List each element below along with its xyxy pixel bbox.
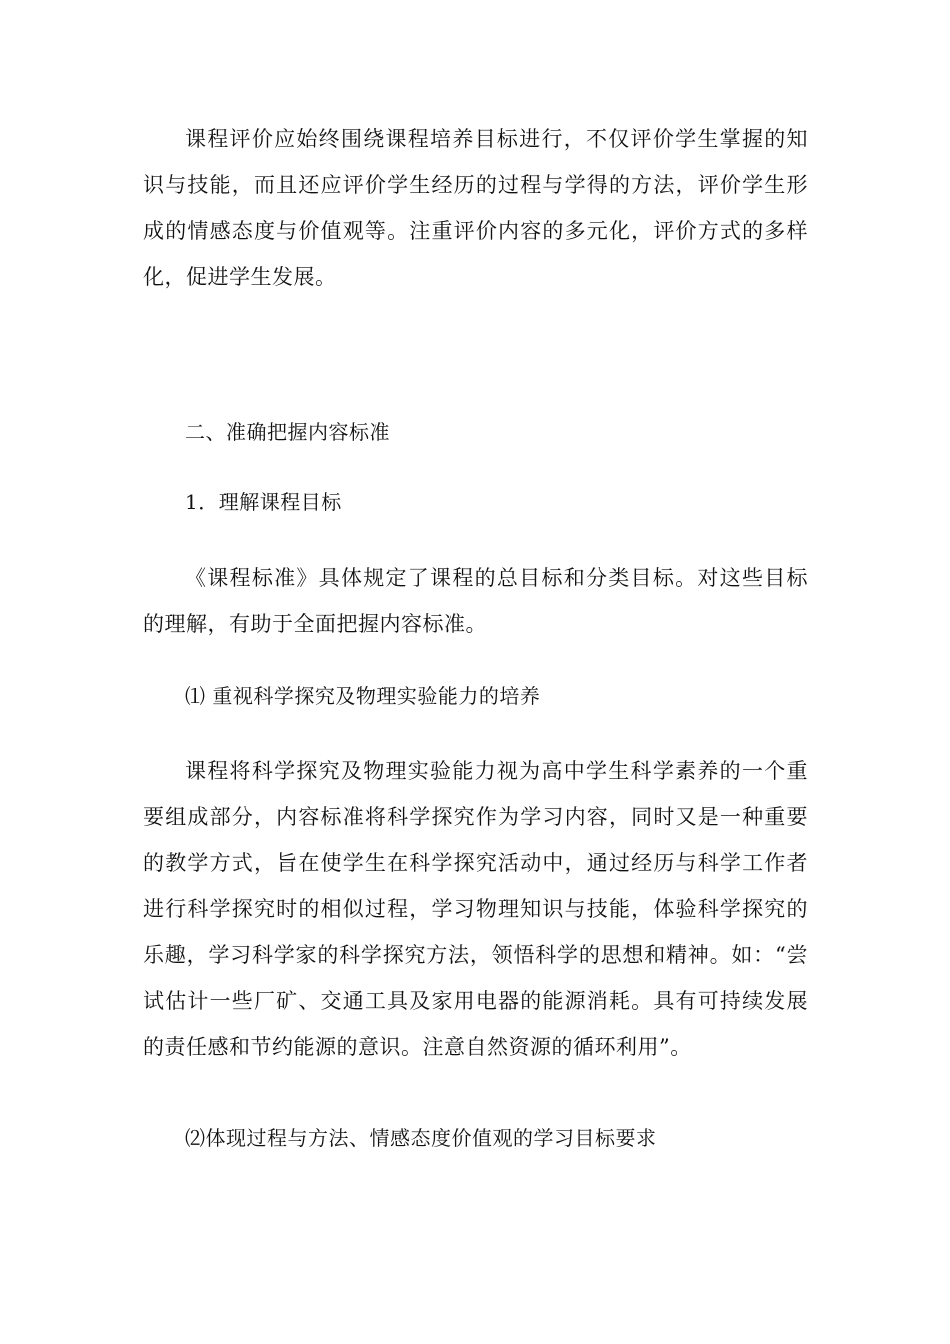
section-heading: 二、准确把握内容标准 [185, 420, 390, 444]
paragraph-scientific-inquiry: 课程将科学探究及物理实验能力视为高中学生科学素养的一个重要组成部分，内容标准将科学探究作为学习内容，同时又是一种重要的教学方式，旨在使学生在科学探究活动中，通过经历与科学工作者进行科学探究时的相似过程，学习物理知识与技能，体验科学探究的乐趣，学习科学家的科学探究方法，领悟科学的思想和精神。如：“尝试估计一些厂矿、交通工具及家用电器的能源消耗。具有可持续发展的责任感和节约能源的意识。注意自然资源的循环利用”。 [143, 759, 808, 1059]
paragraph-course-standard: 《课程标准》具体规定了课程的总目标和分类目标。对这些目标的理解，有助于全面把握内容标准。 [143, 566, 808, 636]
subsection-heading: 1．理解课程目标 [185, 490, 342, 514]
paragraph-course-evaluation: 课程评价应始终围绕课程培养目标进行，不仅评价学生掌握的知识与技能，而且还应评价学生经历的过程与学得的方法，评价学生形成的情感态度与价值观等。注重评价内容的多元化，评价方式的多样化，促进学生发展。 [143, 127, 808, 289]
item-heading-process-methods: ⑵体现过程与方法、情感态度价值观的学习目标要求 [185, 1126, 657, 1150]
item-heading-scientific-inquiry: ⑴ 重视科学探究及物理实验能力的培养 [185, 684, 541, 708]
